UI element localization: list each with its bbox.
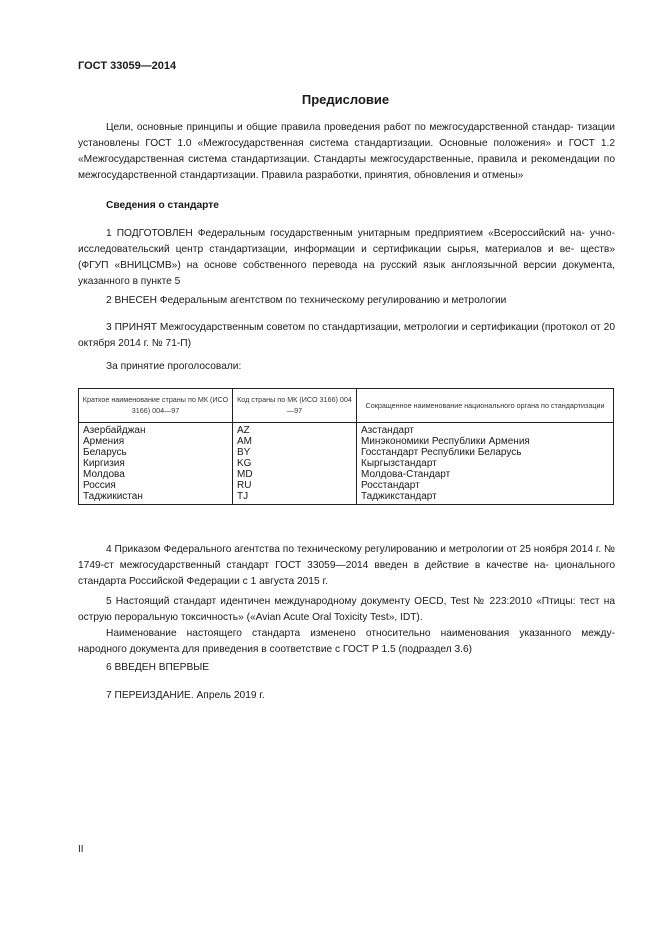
table-row xyxy=(79,447,614,458)
voting-states-table xyxy=(78,388,614,505)
country-code-cell: AZ xyxy=(233,423,357,437)
country-name-cell: Беларусь xyxy=(79,447,233,458)
item-5-note-text: Наименование настоящего стандарта изменено относительно наименования указанного между- народного документа для приведения в соответствие с ГОСТ Р 1.5 (подраздел 3.6) xyxy=(78,628,615,655)
item-3-paragraph xyxy=(78,320,615,352)
country-code-cell: RU xyxy=(233,480,357,491)
standards-body-cell: Росстандарт xyxy=(361,480,420,491)
country-name-header: Краткое наименование страны по МК (ИСО 3166) 004—97 xyxy=(79,389,233,423)
country-code-header: Код страны по МК (ИСО 3166) 004—97 xyxy=(233,389,357,423)
table-row xyxy=(79,491,614,505)
country-name-cell: Армения xyxy=(79,436,233,447)
country-code-cell: AM xyxy=(233,436,357,447)
standards-body-cell: Молдова-Стандарт xyxy=(361,469,451,480)
table-row xyxy=(79,423,614,437)
item-5-note-paragraph xyxy=(78,626,615,658)
table-row xyxy=(79,480,614,491)
item-4-paragraph xyxy=(78,542,615,590)
item-1-paragraph xyxy=(78,226,615,290)
intro-paragraph xyxy=(78,120,615,184)
standards-body-cell: Таджикстандарт xyxy=(361,491,437,502)
page-number: II xyxy=(78,844,84,855)
standards-body-cell: Азстандарт xyxy=(361,425,415,436)
country-code-cell: BY xyxy=(233,447,357,458)
section-subheading: Сведения о стандарте xyxy=(106,200,219,211)
standards-body-cell: Минэкономики Республики Армения xyxy=(361,436,530,447)
item-5-text: 5 Настоящий стандарт идентичен международному документу OECD, Test № 223:2010 «Птицы: тест на острую пероральную токсичность» («Avian Acute Oral Toxicity Test», IDT). xyxy=(78,596,615,623)
table-row xyxy=(79,436,614,447)
standards-body-header: Сокращенное наименование национального органа по стандартизации xyxy=(357,389,614,423)
item-5-paragraph xyxy=(78,594,615,626)
country-code-cell: MD xyxy=(233,469,357,480)
standards-body-cell: Кыргызстандарт xyxy=(361,458,437,469)
item-3-text: 3 ПРИНЯТ Межгосударственным советом по стандартизации, метрологии и сертификации (протокол от 20 октября 2014 г. № 71-П) xyxy=(78,322,615,349)
country-name-cell: Таджикистан xyxy=(79,491,233,505)
country-name-cell: Россия xyxy=(79,480,233,491)
country-code-cell: TJ xyxy=(233,491,357,505)
table-header-row xyxy=(79,389,614,423)
table-row xyxy=(79,469,614,480)
item-7-text: 7 ПЕРЕИЗДАНИЕ. Апрель 2019 г. xyxy=(106,690,265,701)
item-1-text: 1 ПОДГОТОВЛЕН Федеральным государственным унитарным предприятием «Всероссийский на- учно-исследовательский центр стандартизации, информации и сертификации сырья, материалов и ве- ществ» (ФГУП «ВНИЦСМВ») на основе собственного перевода на русский язык англоязычной версии документа, указанного в пункте 5 xyxy=(78,228,615,287)
country-code-cell: KG xyxy=(233,458,357,469)
item-2-text: 2 ВНЕСЕН Федеральным агентством по техническому регулированию и метрологии xyxy=(106,295,507,306)
item-7-paragraph xyxy=(78,688,615,704)
country-name-cell: Азербайджан xyxy=(79,423,233,437)
item-2-paragraph xyxy=(78,293,615,309)
country-name-cell: Киргизия xyxy=(79,458,233,469)
intro-text: Цели, основные принципы и общие правила проведения работ по межгосударственной стандар- тизации установлены ГОСТ 1.0 «Межгосударственная система стандартизации. Основные положения» и ГОСТ 1.2 «Межгосударственная система стандартизации. Стандарты межгосударственные, правила и рекомендации по межгосударственной стандартизации. Правила разработки, принятия, обновления и отмены» xyxy=(78,122,615,181)
item-4-text: 4 Приказом Федерального агентства по техническому регулированию и метрологии от 25 ноября 2014 г. № 1749-ст межгосударственный стандарт ГОСТ 33059—2014 введен в действие в качестве на- ционального стандарта Российской Федерации с 1 августа 2015 г. xyxy=(78,544,615,587)
country-name-cell: Молдова xyxy=(79,469,233,480)
item-6-text: 6 ВВЕДЕН ВПЕРВЫЕ xyxy=(106,662,210,673)
standards-body-cell: Госстандарт Республики Беларусь xyxy=(361,447,522,458)
table-row xyxy=(79,458,614,469)
page-title: Предисловие xyxy=(301,92,390,107)
vote-paragraph xyxy=(78,359,615,375)
vote-text: За принятие проголосовали: xyxy=(106,361,242,372)
document-header: ГОСТ 33059—2014 xyxy=(78,60,177,72)
item-6-paragraph xyxy=(78,660,615,676)
